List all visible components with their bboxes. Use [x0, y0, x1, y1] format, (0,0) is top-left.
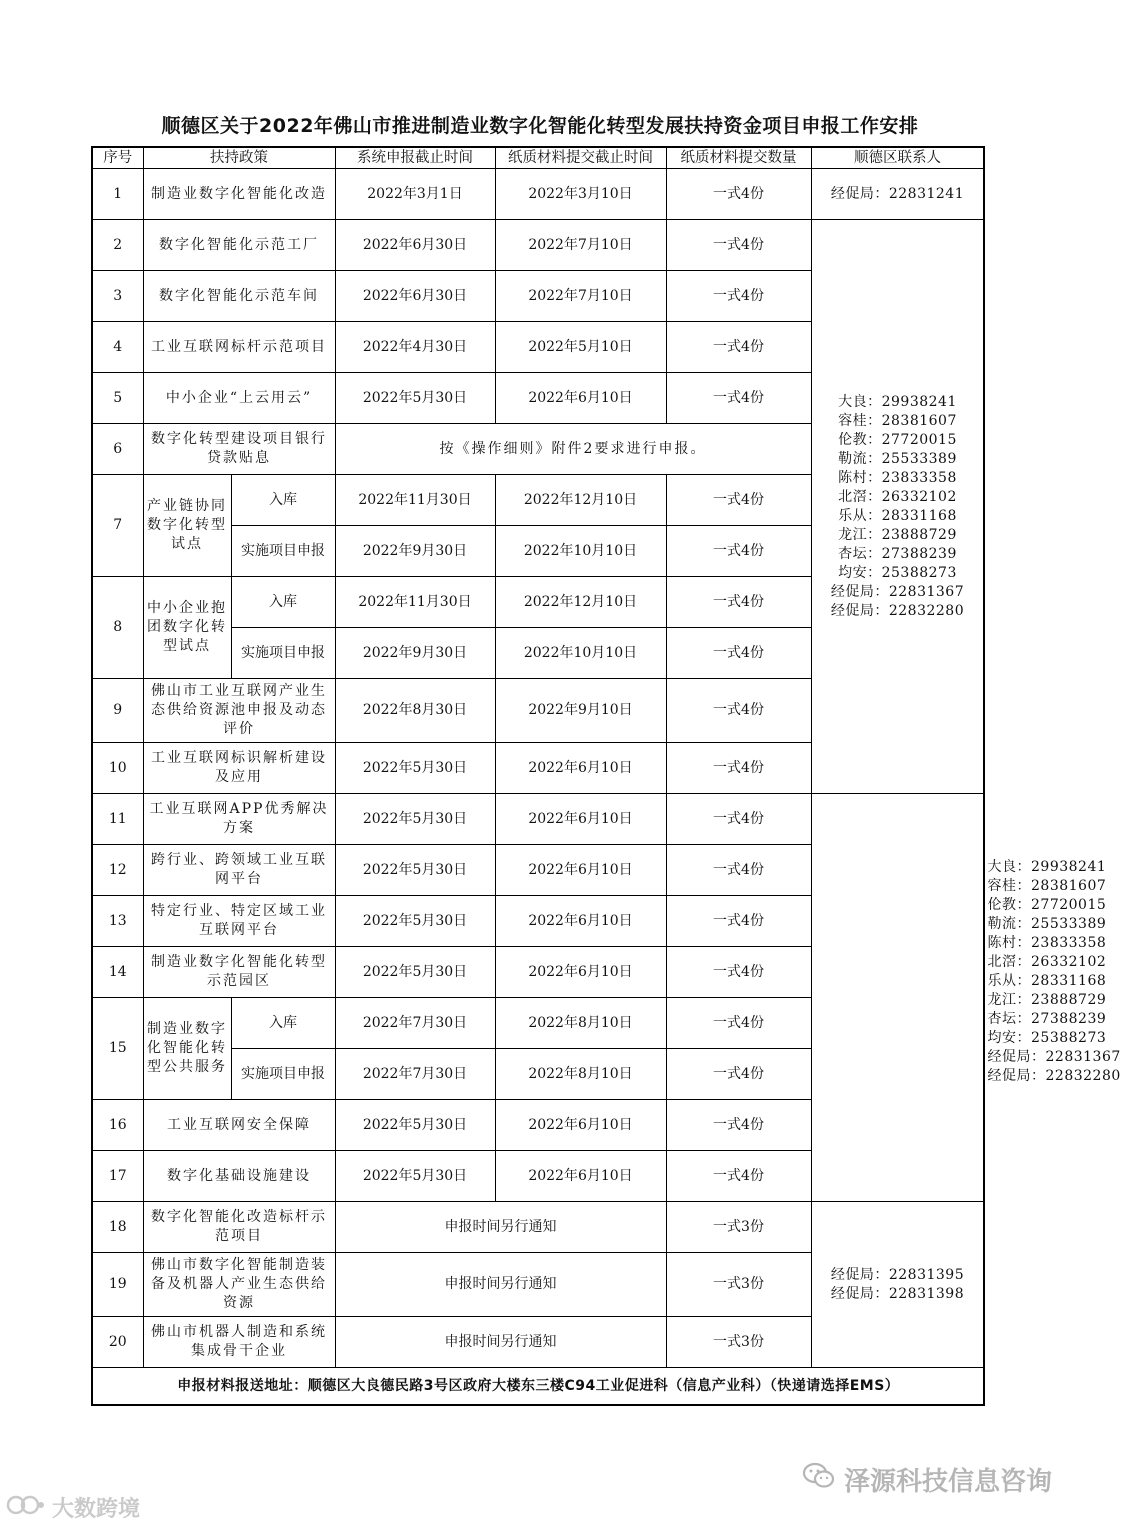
table-row	[92, 1202, 984, 1253]
system-deadline: 2022年8月30日	[335, 679, 495, 743]
system-deadline: 2022年5月30日	[335, 1151, 495, 1202]
paper-qty: 一式4份	[666, 947, 811, 998]
system-deadline: 2022年9月30日	[335, 628, 495, 679]
policy-name: 制造业数字化智能化改造	[143, 169, 335, 220]
sub-item-label: 入库	[231, 577, 335, 628]
system-deadline: 2022年3月1日	[335, 169, 495, 220]
table-row	[92, 845, 984, 896]
paper-deadline: 2022年9月10日	[495, 679, 666, 743]
paper-deadline: 2022年6月10日	[495, 1100, 666, 1151]
policy-name: 制造业数字化智能化转型公共服务	[143, 998, 231, 1100]
row-number: 6	[92, 424, 143, 475]
paper-qty: 一式4份	[666, 794, 811, 845]
header-seq: 序号	[92, 147, 143, 169]
header-paper-qty: 纸质材料提交数量	[666, 147, 811, 169]
table-row: 10 工业互联网标识解析建设及应用 2022年5月30日 2022年6月10日 一式4份 大良：29938241 容桂：28381607 伦教：27720015 勒流：25533389 陈村：23833358 北滘：26332102 乐从：28331168 龙江：23888729 杏坛：27388239 均安：25388273 经促局：22831367 经促局：22832280	[92, 743, 984, 794]
row-number: 13	[92, 896, 143, 947]
paper-deadline: 2022年8月10日	[495, 1049, 666, 1100]
submission-address: 申报材料报送地址：顺德区大良德民路3号区政府大楼东三楼C94工业促进科（信息产业科）（快递请选择EMS）	[92, 1368, 984, 1406]
paper-qty: 一式4份	[666, 1049, 811, 1100]
header-policy: 扶持政策	[143, 147, 335, 169]
table-row	[92, 794, 984, 845]
contact-line: 经促局：22831398	[830, 1285, 965, 1302]
policy-name: 工业互联网APP优秀解决方案	[143, 794, 335, 845]
table-row	[92, 1151, 984, 1202]
paper-deadline: 2022年3月10日	[495, 169, 666, 220]
row-number: 12	[92, 845, 143, 896]
sub-item-label: 实施项目申报	[231, 526, 335, 577]
system-deadline: 2022年5月30日	[335, 794, 495, 845]
row-number: 4	[92, 322, 143, 373]
row-number: 9	[92, 679, 143, 743]
watermark-right-text: 泽源科技信息咨询	[843, 1467, 1052, 1497]
system-deadline: 2022年5月30日	[335, 845, 495, 896]
schedule-table	[91, 146, 1121, 1406]
row-number: 3	[92, 271, 143, 322]
policy-name: 数字化智能化示范工厂	[143, 220, 335, 271]
system-deadline: 2022年5月30日	[335, 896, 495, 947]
row-number: 1	[92, 169, 143, 220]
system-deadline: 2022年6月30日	[335, 220, 495, 271]
row-number: 18	[92, 1202, 143, 1253]
application-time: 申报时间另行通知	[335, 1202, 666, 1253]
paper-qty: 一式4份	[666, 526, 811, 577]
policy-name: 工业互联网标杆示范项目	[143, 322, 335, 373]
table-footer-row	[92, 1368, 984, 1406]
paper-qty: 一式4份	[666, 373, 811, 424]
system-deadline: 2022年5月30日	[335, 373, 495, 424]
policy-name: 跨行业、跨领域工业互联网平台	[143, 845, 335, 896]
paper-deadline: 2022年7月10日	[495, 271, 666, 322]
policy-name: 制造业数字化智能化转型示范园区	[143, 947, 335, 998]
sub-item-label: 实施项目申报	[231, 628, 335, 679]
contact-line: 均安：25388273	[838, 564, 957, 581]
paper-qty: 一式4份	[666, 220, 811, 271]
paper-deadline: 2022年6月10日	[495, 794, 666, 845]
paper-qty: 一式4份	[666, 271, 811, 322]
contact-line: 经促局：22832280	[830, 602, 965, 619]
contact-cell: 经促局：22831241	[811, 169, 984, 220]
paper-qty: 一式4份	[666, 743, 811, 794]
row-number: 8	[92, 577, 143, 679]
paper-qty: 一式3份	[666, 1253, 811, 1317]
paper-qty: 一式4份	[666, 475, 811, 526]
table-row	[92, 169, 984, 220]
paper-qty: 一式4份	[666, 1151, 811, 1202]
paper-deadline: 2022年6月10日	[495, 845, 666, 896]
contact-line: 北滘：26332102	[838, 488, 957, 505]
row-number: 14	[92, 947, 143, 998]
policy-name: 中小企业抱团数字化转型试点	[143, 577, 231, 679]
header-paper-deadline: 纸质材料提交截止时间	[495, 147, 666, 169]
table-row	[92, 896, 984, 947]
policy-name: 中小企业“上云用云”	[143, 373, 335, 424]
policy-name: 产业链协同数字化转型试点	[143, 475, 231, 577]
table-row	[92, 220, 984, 271]
paper-deadline: 2022年10月10日	[495, 526, 666, 577]
paper-deadline: 2022年5月10日	[495, 322, 666, 373]
contact-line: 乐从：28331168	[838, 507, 957, 524]
system-deadline: 2022年7月30日	[335, 1049, 495, 1100]
paper-qty: 一式4份	[666, 169, 811, 220]
paper-deadline: 2022年6月10日	[495, 896, 666, 947]
system-deadline: 2022年9月30日	[335, 526, 495, 577]
contact-line: 陈村：23833358	[838, 469, 957, 486]
row-number: 17	[92, 1151, 143, 1202]
watermark-right	[802, 1461, 1052, 1498]
system-deadline: 2022年7月30日	[335, 998, 495, 1049]
contact-line: 大良：29938241	[838, 393, 957, 410]
paper-deadline: 2022年6月10日	[495, 373, 666, 424]
paper-deadline: 2022年12月10日	[495, 475, 666, 526]
row-number: 19	[92, 1253, 143, 1317]
system-deadline: 2022年5月30日	[335, 1100, 495, 1151]
application-time: 申报时间另行通知	[335, 1253, 666, 1317]
sub-item-label: 入库	[231, 475, 335, 526]
policy-name: 特定行业、特定区域工业互联网平台	[143, 896, 335, 947]
wechat-icon	[802, 1461, 836, 1498]
policy-name: 工业互联网安全保障	[143, 1100, 335, 1151]
policy-name: 佛山市工业互联网产业生态供给资源池申报及动态评价	[143, 679, 335, 743]
contact-line: 伦教：27720015	[838, 431, 957, 448]
row-number: 15	[92, 998, 143, 1100]
paper-qty: 一式3份	[666, 1317, 811, 1368]
contact-line: 容桂：28381607	[838, 412, 957, 429]
table-header-row	[92, 147, 984, 169]
paper-deadline: 2022年6月10日	[495, 947, 666, 998]
policy-name: 数字化转型建设项目银行贷款贴息	[143, 424, 335, 475]
paper-qty: 一式4份	[666, 998, 811, 1049]
paper-qty: 一式4份	[666, 322, 811, 373]
system-deadline: 2022年5月30日	[335, 743, 495, 794]
paper-deadline: 2022年8月10日	[495, 998, 666, 1049]
paper-qty: 一式4份	[666, 628, 811, 679]
policy-name: 工业互联网标识解析建设及应用	[143, 743, 335, 794]
system-deadline: 2022年5月30日	[335, 947, 495, 998]
paper-deadline: 2022年7月10日	[495, 220, 666, 271]
paper-deadline: 2022年6月10日	[495, 1151, 666, 1202]
paper-deadline: 2022年10月10日	[495, 628, 666, 679]
contact-line: 勒流：25533389	[838, 450, 957, 467]
paper-deadline: 2022年12月10日	[495, 577, 666, 628]
application-note: 按《操作细则》附件2要求进行申报。	[335, 424, 811, 475]
contact-line: 杏坛：27388239	[838, 545, 957, 562]
row-number: 2	[92, 220, 143, 271]
contact-line: 龙江：23888729	[838, 526, 957, 543]
page-title: 顺德区关于2022年佛山市推进制造业数字化智能化转型发展扶持资金项目申报工作安排	[161, 115, 919, 137]
watermark-left-text: 大数跨境	[52, 1497, 141, 1522]
system-deadline: 2022年11月30日	[335, 475, 495, 526]
watermark-left	[6, 1492, 140, 1523]
policy-name: 数字化智能化改造标杆示范项目	[143, 1202, 335, 1253]
row-number: 5	[92, 373, 143, 424]
paper-qty: 一式3份	[666, 1202, 811, 1253]
header-contact: 顺德区联系人	[811, 147, 984, 169]
policy-name: 佛山市数字化智能制造装备及机器人产业生态供给资源	[143, 1253, 335, 1317]
contact-line: 经促局：22831395	[830, 1266, 965, 1283]
paper-qty: 一式4份	[666, 1100, 811, 1151]
system-deadline: 2022年11月30日	[335, 577, 495, 628]
sub-item-label: 入库	[231, 998, 335, 1049]
sub-item-label: 实施项目申报	[231, 1049, 335, 1100]
table-row	[92, 947, 984, 998]
paper-qty: 一式4份	[666, 896, 811, 947]
row-number: 16	[92, 1100, 143, 1151]
paper-qty: 一式4份	[666, 577, 811, 628]
table-row	[92, 1100, 984, 1151]
policy-name: 数字化基础设施建设	[143, 1151, 335, 1202]
contact-cell	[811, 220, 984, 794]
table-row	[92, 998, 984, 1049]
contact-cell	[811, 1202, 984, 1368]
row-number: 7	[92, 475, 143, 577]
logo-icon	[6, 1493, 46, 1523]
policy-name: 数字化智能化示范车间	[143, 271, 335, 322]
paper-qty: 一式4份	[666, 679, 811, 743]
paper-deadline: 2022年6月10日	[495, 743, 666, 794]
contact-line: 经促局：22831367	[830, 583, 965, 600]
paper-qty: 一式4份	[666, 845, 811, 896]
row-number: 10	[92, 743, 143, 794]
policy-name: 佛山市机器人制造和系统集成骨干企业	[143, 1317, 335, 1368]
system-deadline: 2022年4月30日	[335, 322, 495, 373]
row-number: 11	[92, 794, 143, 845]
header-system-deadline: 系统申报截止时间	[335, 147, 495, 169]
application-time: 申报时间另行通知	[335, 1317, 666, 1368]
row-number: 20	[92, 1317, 143, 1368]
system-deadline: 2022年6月30日	[335, 271, 495, 322]
